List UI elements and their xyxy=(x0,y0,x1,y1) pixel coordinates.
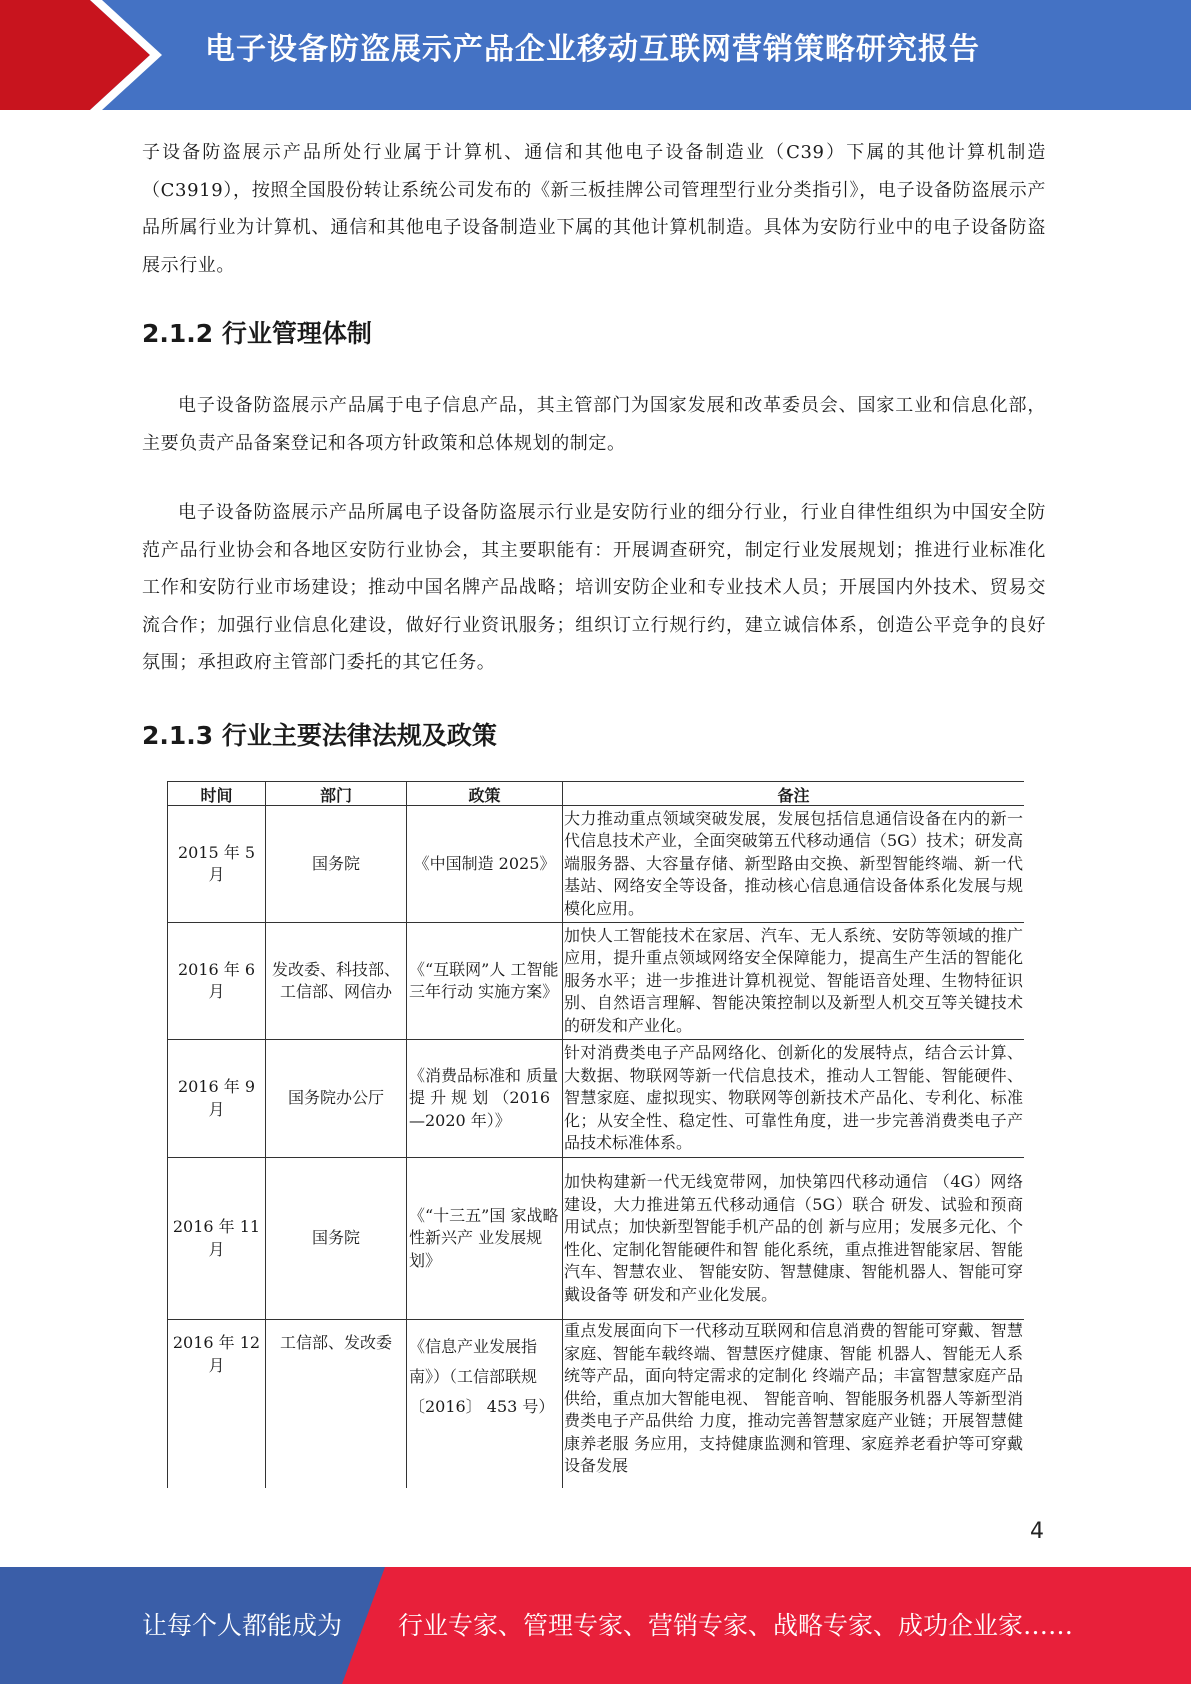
cell-note: 针对消费类电子产品网络化、创新化的发展特点，结合云计算、大数据、物联网等新一代信息技术，推动人工智能、智能硬件、智慧家庭、虚拟现实、物联网等创新技术产品化、专利化、标准化；从安全性、稳定性、可靠性角度，进一步完善消费类电子产品技术标准体系。 xyxy=(563,1040,1025,1158)
column-header-note: 备注 xyxy=(563,782,1025,806)
cell-dept: 国务院 xyxy=(266,1158,407,1320)
policy-table xyxy=(167,781,1024,1488)
table-row xyxy=(168,1320,1025,1489)
cell-time: 2016 年 11 月 xyxy=(168,1158,266,1320)
section-heading-2-1-2: 2.1.2 行业管理体制 xyxy=(142,319,372,348)
policy-table-wrapper xyxy=(167,781,1024,1488)
management-paragraph-2: 电子设备防盗展示产品所属电子设备防盗展示行业是安防行业的细分行业，行业自律性组织为中国安全防范产品行业协会和各地区安防行业协会，其主要职能有：开展调查研究，制定行业发展规划；推进行业标准化工作和安防行业市场建设；推动中国名牌产品战略；培训安防企业和专业技术人员；开展国内外技术、贸易交流合作；加强行业信息化建设，做好行业资讯服务；组织订立行规行约，建立诚信体系，创造公平竞争的良好氛围；承担政府主管部门委托的其它任务。 xyxy=(142,502,1046,673)
cell-policy: 《“十三五”国 家战略性新兴产 业发展规划》 xyxy=(407,1158,563,1320)
table-row xyxy=(168,1040,1025,1158)
table-row xyxy=(168,923,1025,1040)
table-header-row xyxy=(168,782,1025,806)
cell-policy: 《中国制造 2025》 xyxy=(407,806,563,923)
header-banner xyxy=(0,0,1191,110)
cell-dept: 国务院 xyxy=(266,806,407,923)
table-row xyxy=(168,1158,1025,1320)
intro-paragraph: 子设备防盗展示产品所处行业属于计算机、通信和其他电子设备制造业（C39）下属的其他计算机制造（C3919），按照全国股份转让系统公司发布的《新三板挂牌公司管理型行业分类指引》，电子设备防盗展示产品所属行业为计算机、通信和其他电子设备制造业下属的其他计算机制造。具体为安防行业中的电子设备防盗展示行业。 xyxy=(142,142,1046,276)
footer-banner xyxy=(0,1567,1191,1684)
column-header-policy: 政策 xyxy=(407,782,563,806)
cell-note: 加快人工智能技术在家居、汽车、无人系统、安防等领域的推广应用，提升重点领域网络安全保障能力，提高生产生活的智能化服务水平；进一步推进计算机视觉、智能语音处理、生物特征识别、自然语言理解、智能决策控制以及新型人机交互等关键技术的研发和产业化。 xyxy=(563,923,1025,1040)
column-header-time: 时间 xyxy=(168,782,266,806)
cell-time: 2015 年 5 月 xyxy=(168,806,266,923)
cell-time: 2016 年 6 月 xyxy=(168,923,266,1040)
report-title: 电子设备防盗展示产品企业移动互联网营销策略研究报告 xyxy=(205,32,980,67)
cell-time: 2016 年 9 月 xyxy=(168,1040,266,1158)
cell-policy: 《信息产业发展指南》）（工信部联规〔2016〕 453 号） xyxy=(407,1320,563,1489)
cell-policy: 《消费品标准和 质量 提 升 规 划 （2016—2020 年）》 xyxy=(407,1040,563,1158)
management-paragraph-1: 电子设备防盗展示产品属于电子信息产品，其主管部门为国家发展和改革委员会、国家工业和信息化部，主要负责产品备案登记和各项方针政策和总体规划的制定。 xyxy=(142,395,1046,454)
cell-note: 重点发展面向下一代移动互联网和信息消费的智能可穿戴、智慧家庭、智能车载终端、智慧医疗健康、智能 机器人、智能无人系统等产品，面向特定需求的定制化 终端产品；丰富智慧家庭产品供给，重点加大智能电视、 智能音响、智能服务机器人等新型消费类电子产品供给 力度，推动完善智慧家庭产业链；开展智慧健康养老服 务应用，支持健康监测和管理、家庭养老看护等可穿戴 设备发展 xyxy=(563,1320,1025,1489)
cell-dept: 发改委、科技部、工信部、网信办 xyxy=(266,923,407,1040)
page-number: 4 xyxy=(1030,1519,1044,1544)
column-header-dept: 部门 xyxy=(266,782,407,806)
cell-note: 加快构建新一代无线宽带网，加快第四代移动通信 （4G）网络建设，大力推进第五代移动通信（5G）联合 研发、试验和预商用试点；加快新型智能手机产品的创 新与应用；发展多元化、个性化、定制化智能硬件和智 能化系统，重点推进智能家居、智能汽车、智慧农业、 智能安防、智慧健康、智能机器人、智能可穿戴设备等 研发和产业化发展。 xyxy=(563,1158,1025,1320)
footer-slogan-right: 行业专家、管理专家、营销专家、战略专家、成功企业家…… xyxy=(398,1611,1074,1640)
cell-time: 2016 年 12 月 xyxy=(168,1320,266,1489)
cell-policy: 《“互联网”人 工智能三年行动 实施方案》 xyxy=(407,923,563,1040)
cell-dept: 国务院办公厅 xyxy=(266,1040,407,1158)
section-heading-2-1-3: 2.1.3 行业主要法律法规及政策 xyxy=(142,721,497,750)
cell-dept: 工信部、发改委 xyxy=(266,1320,407,1489)
table-row xyxy=(168,806,1025,923)
cell-note: 大力推动重点领域突破发展，发展包括信息通信设备在内的新一代信息技术产业，全面突破第五代移动通信（5G）技术；研发高端服务器、大容量存储、新型路由交换、新型智能终端、新一代基站、网络安全等设备，推动核心信息通信设备体系化发展与规模化应用。 xyxy=(563,806,1025,923)
footer-slogan-left: 让每个人都能成为 xyxy=(142,1611,343,1640)
